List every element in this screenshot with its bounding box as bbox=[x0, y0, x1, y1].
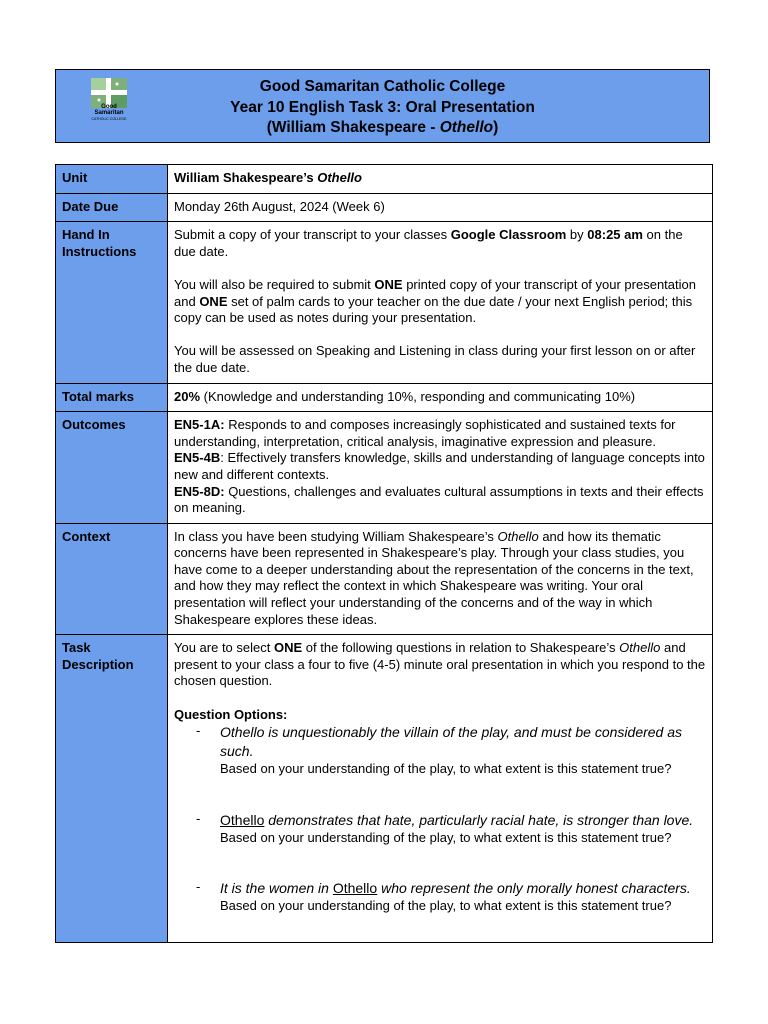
dash-bullet: - bbox=[196, 810, 201, 826]
question-option-2: - Othello demonstrates that hate, particularly racial hate, is stronger than love. Based on your understanding of the play, to what extent is this statement true? bbox=[196, 810, 694, 845]
dash-bullet: - bbox=[196, 723, 201, 739]
row-outcomes bbox=[56, 412, 713, 524]
value-task-description bbox=[168, 635, 713, 943]
question-options-heading: Question Options: bbox=[174, 706, 288, 722]
header-titles bbox=[56, 77, 709, 139]
label-task-description: Task Description bbox=[56, 635, 168, 943]
school-name: Good Samaritan Catholic College bbox=[259, 78, 506, 95]
label-outcomes: Outcomes bbox=[56, 412, 168, 524]
row-hand-in bbox=[56, 222, 713, 383]
question-option-3: - It is the women in Othello who represent the only morally honest characters. Based on your understanding of the play, to what extent is this statement true? bbox=[196, 879, 691, 914]
label-date-due: Date Due bbox=[56, 193, 168, 222]
row-task-description bbox=[56, 635, 713, 943]
outcome-item: EN5-4B: Effectively transfers knowledge, skills and understanding of language concepts into new and different contexts. bbox=[174, 450, 705, 482]
hand-in-paragraph-1: Submit a copy of your transcript to your classes Google Classroom by 08:25 am on the due date. bbox=[174, 227, 683, 259]
value-unit: William Shakespeare’s Othello bbox=[168, 165, 713, 194]
task-intro: You are to select ONE of the following questions in relation to Shakespeare’s Othello and present to your class a four to five (4-5) minute oral presentation in which you respond to the chosen question. bbox=[174, 640, 706, 689]
row-total-marks bbox=[56, 383, 713, 412]
question-option-1: - Othello is unquestionably the villain of the play, and must be considered as such. Based on your understanding of the play, to what extent is this statement true? bbox=[196, 723, 683, 777]
document-header bbox=[55, 69, 710, 143]
logo-wordmark: Good Samaritan CATHOLIC COLLEGE bbox=[91, 104, 127, 121]
row-unit bbox=[56, 165, 713, 194]
value-date-due: Monday 26th August, 2024 (Week 6) bbox=[168, 193, 713, 222]
task-title: Year 10 English Task 3: Oral Presentation bbox=[230, 98, 535, 116]
task-subtitle: (William Shakespeare - Othello) bbox=[266, 119, 499, 136]
label-unit: Unit bbox=[56, 165, 168, 194]
value-total-marks: 20% (Knowledge and understanding 10%, responding and communicating 10%) bbox=[168, 383, 713, 412]
task-table bbox=[55, 164, 713, 943]
row-context bbox=[56, 523, 713, 635]
value-hand-in bbox=[168, 222, 713, 383]
value-context: In class you have been studying William Shakespeare’s Othello and how its thematic concerns have been represented in Shakespeare’s play. Through your class studies, you have come to a deeper understanding about the representation of the concerns in the text, and how they may reflect the context in which Shakespeare was writing. Your oral presentation will reflect your understanding of the concerns and of the way in which Shakespeare explores these ideas. bbox=[168, 523, 713, 635]
value-outcomes bbox=[168, 412, 713, 524]
question-list bbox=[174, 723, 706, 915]
outcome-item: EN5-8D: Questions, challenges and evaluates cultural assumptions in texts and their effects on meaning. bbox=[174, 483, 704, 516]
dash-bullet: - bbox=[196, 879, 201, 895]
hand-in-paragraph-2: You will also be required to submit ONE printed copy of your transcript of your presentation and ONE set of palm cards to your teacher on the due date / your next English period; this copy can be used as notes during your presentation. bbox=[174, 276, 696, 326]
outcome-item: EN5-1A: Responds to and composes increasingly sophisticated and sustained texts for understanding, interpretation, critical analysis, imaginative expression and pleasure. bbox=[174, 417, 676, 449]
label-hand-in: Hand In Instructions bbox=[56, 222, 168, 383]
label-context: Context bbox=[56, 523, 168, 635]
row-date-due bbox=[56, 193, 713, 222]
hand-in-paragraph-3: You will be assessed on Speaking and Listening in class during your first lesson on or after the due date. bbox=[174, 343, 696, 375]
label-total-marks: Total marks bbox=[56, 383, 168, 412]
